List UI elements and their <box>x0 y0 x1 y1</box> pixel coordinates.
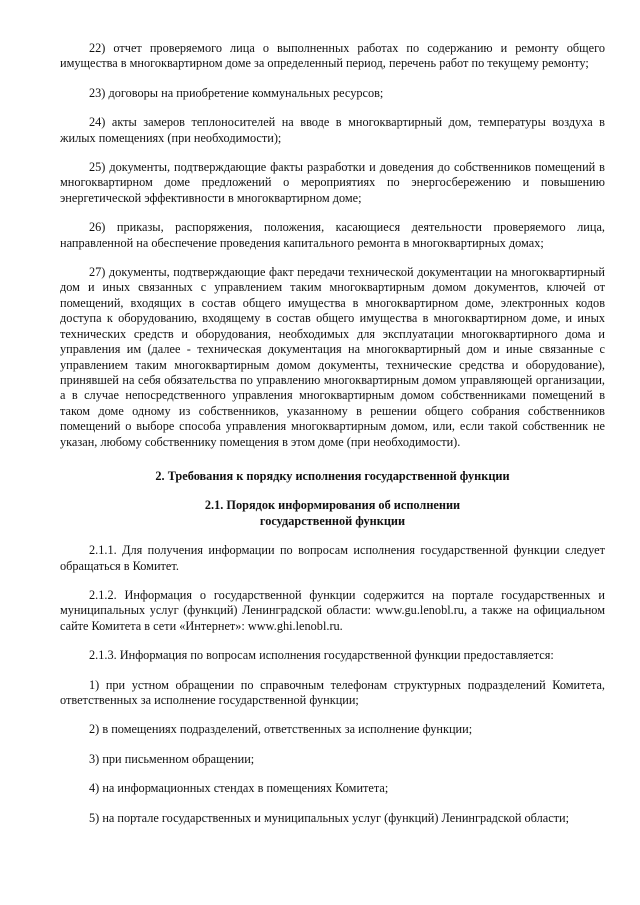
list-item-3: 3) при письменном обращении; <box>89 751 255 766</box>
list-item-4: 4) на информационных стендах в помещениях Комитета; <box>89 781 389 796</box>
paragraph-27: 27) документы, подтверждающие факт передачи технической документации на многоквартирный дом и иных связанных с управлением таким многоквартирным домом документов, ключей от помещений, входящих в состав общего имущества в многоквартирном доме, электронных кодов доступа к оборудованию, входящему в состав общего имущества в многоквартирном доме, и иных технических средств и оборудования, необходимых для эксплуатации многоквартирного дома и управления им (далее - техническая документация на многоквартирный дом и иные связанные с управлением таким многоквартирным домом документы, технические средства и оборудование), принявшей на себя обязательства по управлению многоквартирным домом управляющей организации, а в случае непосредственного управления многоквартирным домом собственниками помещений в таком доме одному из собственников, указанному в решении общего собрания собственников помещений о выборе способа управления многоквартирным домом, или, если такой собственник не указан, любому собственнику помещения в этом доме (при необходимости). <box>60 265 605 449</box>
subsection-heading-line2: государственной функции <box>259 513 406 528</box>
paragraph-2-1-2: 2.1.2. Информация о государственной функции содержится на портале государственных и муниципальных услуг (функций) Ленинградской области: www.gu.lenobl.ru, а также на официальном сайте Комитета в сети «Интернет»: www.ghi.lenobl.ru. <box>60 587 605 633</box>
paragraph-25: 25) документы, подтверждающие факты разработки и доведения до собственников помещений в многоквартирном доме предложений о мероприятиях по энергосбережению и повышению энергетической эффективности в многоквартирном доме; <box>60 160 605 205</box>
paragraph-23: 23) договоры на приобретение коммунальных ресурсов; <box>89 85 384 100</box>
paragraph-2-1-1: 2.1.1. Для получения информации по вопросам исполнения государственной функции следует обращаться в Комитет. <box>60 543 605 573</box>
paragraph-26: 26) приказы, распоряжения, положения, касающиеся деятельности проверяемого лица, направленной на обеспечение проведения капитального ремонта в многоквартирных домах; <box>60 220 605 250</box>
list-item-1: 1) при устном обращении по справочным телефонам структурных подразделений Комитета, ответственных за исполнение государственной функции; <box>60 677 605 707</box>
list-item-2: 2) в помещениях подразделений, ответственных за исполнение функции; <box>89 722 473 737</box>
subsection-heading-line1: 2.1. Порядок информирования об исполнении <box>204 498 461 513</box>
subsection-heading <box>60 498 605 529</box>
paragraph-22: 22) отчет проверяемого лица о выполненных работах по содержанию и ремонту общего имущества в многоквартирном доме за определенный период, перечень работ по текущему ремонту; <box>60 41 605 71</box>
section-heading: 2. Требования к порядку исполнения государственной функции <box>155 468 510 483</box>
paragraph-2-1-3: 2.1.3. Информация по вопросам исполнения государственной функции предоставляется: <box>89 648 554 663</box>
paragraph-24: 24) акты замеров теплоносителей на вводе в многоквартирный дом, температуры воздуха в жилых помещениях (при необходимости); <box>60 115 605 145</box>
list-item-5: 5) на портале государственных и муниципальных услуг (функций) Ленинградской области; <box>89 810 570 825</box>
